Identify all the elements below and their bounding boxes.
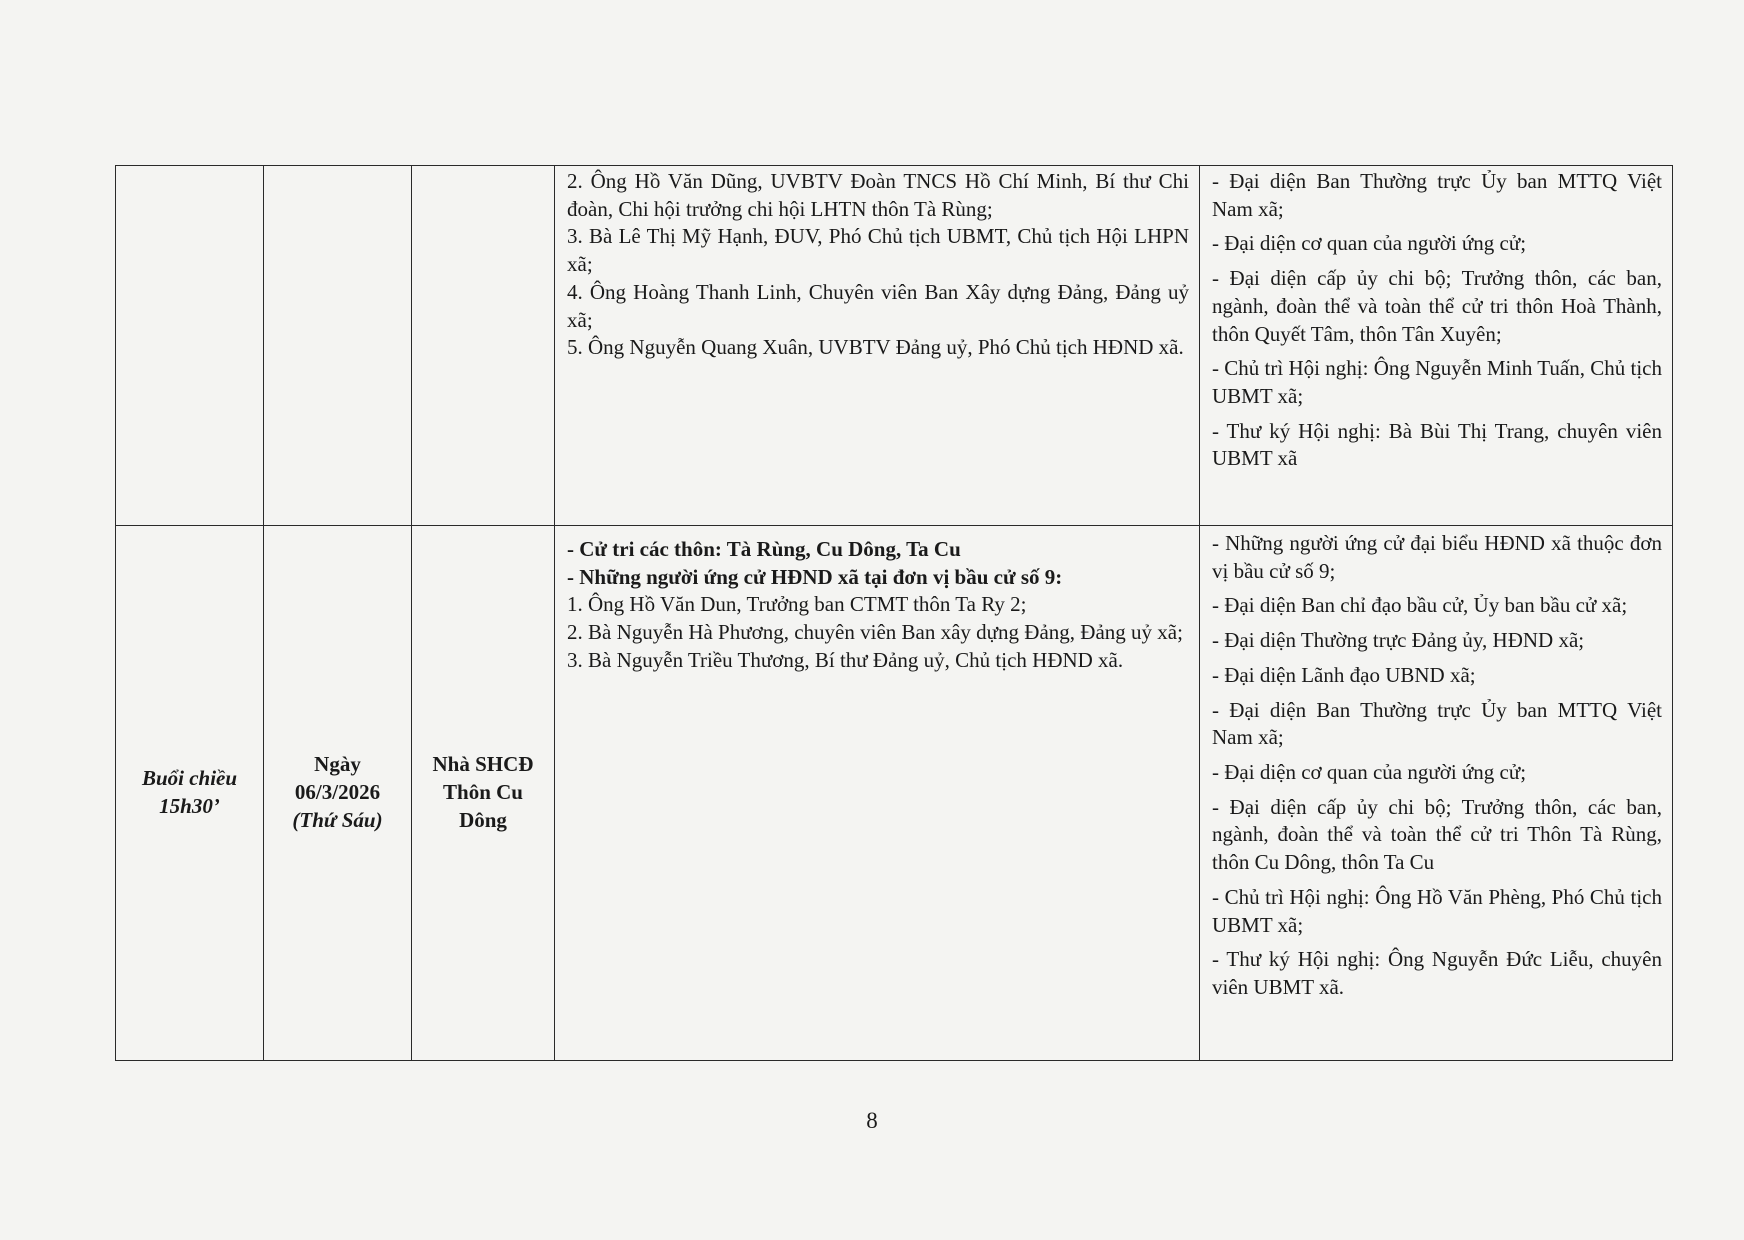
- schedule-table: [115, 165, 1673, 1061]
- list-item: - Chủ trì Hội nghị: Ông Hồ Văn Phèng, Phó Chủ tịch UBMT xã;: [1212, 884, 1662, 937]
- candidates-cell: [555, 166, 1200, 526]
- voters-heading: - Cử tri các thôn: Tà Rùng, Cu Dông, Ta Cu: [567, 537, 961, 561]
- place-line: Dông: [459, 807, 507, 832]
- list-item: - Đại diện Thường trực Đảng ủy, HĐND xã;: [1212, 628, 1585, 653]
- list-item: - Những người ứng cử đại biểu HĐND xã thuộc đơn vị bầu cử số 9;: [1212, 531, 1662, 583]
- session-cell: [116, 526, 264, 1061]
- list-item: - Đại diện cấp ủy chi bộ; Trưởng thôn, các ban, ngành, đoàn thể và toàn thể cử tri Thôn Tà Rùng, thôn Cu Dông, thôn Ta Cu: [1212, 794, 1662, 875]
- attendees-cell: [1200, 166, 1673, 526]
- list-item: - Đại diện cơ quan của người ứng cử;: [1212, 760, 1527, 785]
- list-item: 2. Bà Nguyễn Hà Phương, chuyên viên Ban xây dựng Đảng, Đảng uỷ xã;: [567, 620, 1183, 645]
- attendees-cell: [1200, 526, 1673, 1061]
- list-item: - Chủ trì Hội nghị: Ông Nguyễn Minh Tuấn, Chủ tịch UBMT xã;: [1212, 356, 1662, 409]
- session-label: Buổi chiều: [141, 766, 238, 791]
- list-item: 1. Ông Hồ Văn Dun, Trưởng ban CTMT thôn Ta Ry 2;: [567, 592, 1027, 617]
- date-cell: [264, 526, 412, 1061]
- list-item: 5. Ông Nguyễn Quang Xuân, UVBTV Đảng uỷ, Phó Chủ tịch HĐND xã.: [567, 335, 1184, 360]
- list-item: - Đại diện Ban Thường trực Ủy ban MTTQ Việt Nam xã;: [1212, 169, 1662, 221]
- list-item: - Đại diện Lãnh đạo UBND xã;: [1212, 662, 1476, 687]
- candidates-cell: [555, 526, 1200, 1061]
- list-item: - Thư ký Hội nghị: Ông Nguyễn Đức Liễu, chuyên viên UBMT xã.: [1212, 947, 1662, 1000]
- session-time: 15h30’: [159, 794, 220, 818]
- candidates-heading: - Những người ứng cử HĐND xã tại đơn vị bầu cử số 9:: [567, 564, 1063, 589]
- place-line: Nhà SHCĐ: [432, 752, 534, 777]
- list-item: 4. Ông Hoàng Thanh Linh, Chuyên viên Ban Xây dựng Đảng, Đảng uỷ xã;: [567, 279, 1189, 332]
- list-item: 3. Bà Nguyễn Triều Thương, Bí thư Đảng uỷ, Chủ tịch HĐND xã.: [567, 647, 1124, 672]
- date-value: 06/3/2026: [294, 780, 381, 805]
- date-cell: [264, 166, 412, 526]
- page-number: 8: [866, 1108, 878, 1133]
- list-item: - Đại diện Ban Thường trực Ủy ban MTTQ Việt Nam xã;: [1212, 697, 1662, 750]
- date-weekday: (Thứ Sáu): [292, 807, 383, 832]
- session-cell: [116, 166, 264, 526]
- table-row: [116, 166, 1673, 526]
- table-row: [116, 526, 1673, 1061]
- place-line: Thôn Cu: [443, 780, 523, 805]
- list-item: 2. Ông Hồ Văn Dũng, UVBTV Đoàn TNCS Hồ Chí Minh, Bí thư Chi đoàn, Chi hội trưởng chi hội LHTN thôn Tà Rùng;: [567, 169, 1189, 221]
- list-item: - Thư ký Hội nghị: Bà Bùi Thị Trang, chuyên viên UBMT xã: [1212, 418, 1662, 471]
- list-item: - Đại diện Ban chỉ đạo bầu cử, Ủy ban bầu cử xã;: [1212, 593, 1628, 618]
- date-label: Ngày: [314, 752, 361, 777]
- list-item: 3. Bà Lê Thị Mỹ Hạnh, ĐUV, Phó Chủ tịch UBMT, Chủ tịch Hội LHPN xã;: [567, 224, 1189, 277]
- list-item: - Đại diện cấp ủy chi bộ; Trưởng thôn, các ban, ngành, đoàn thể và toàn thể cử tri thôn Hoà Thành, thôn Quyết Tâm, thôn Tân Xuyên;: [1212, 266, 1662, 346]
- list-item: - Đại diện cơ quan của người ứng cử;: [1212, 231, 1527, 256]
- place-cell: [412, 526, 555, 1061]
- place-cell: [412, 166, 555, 526]
